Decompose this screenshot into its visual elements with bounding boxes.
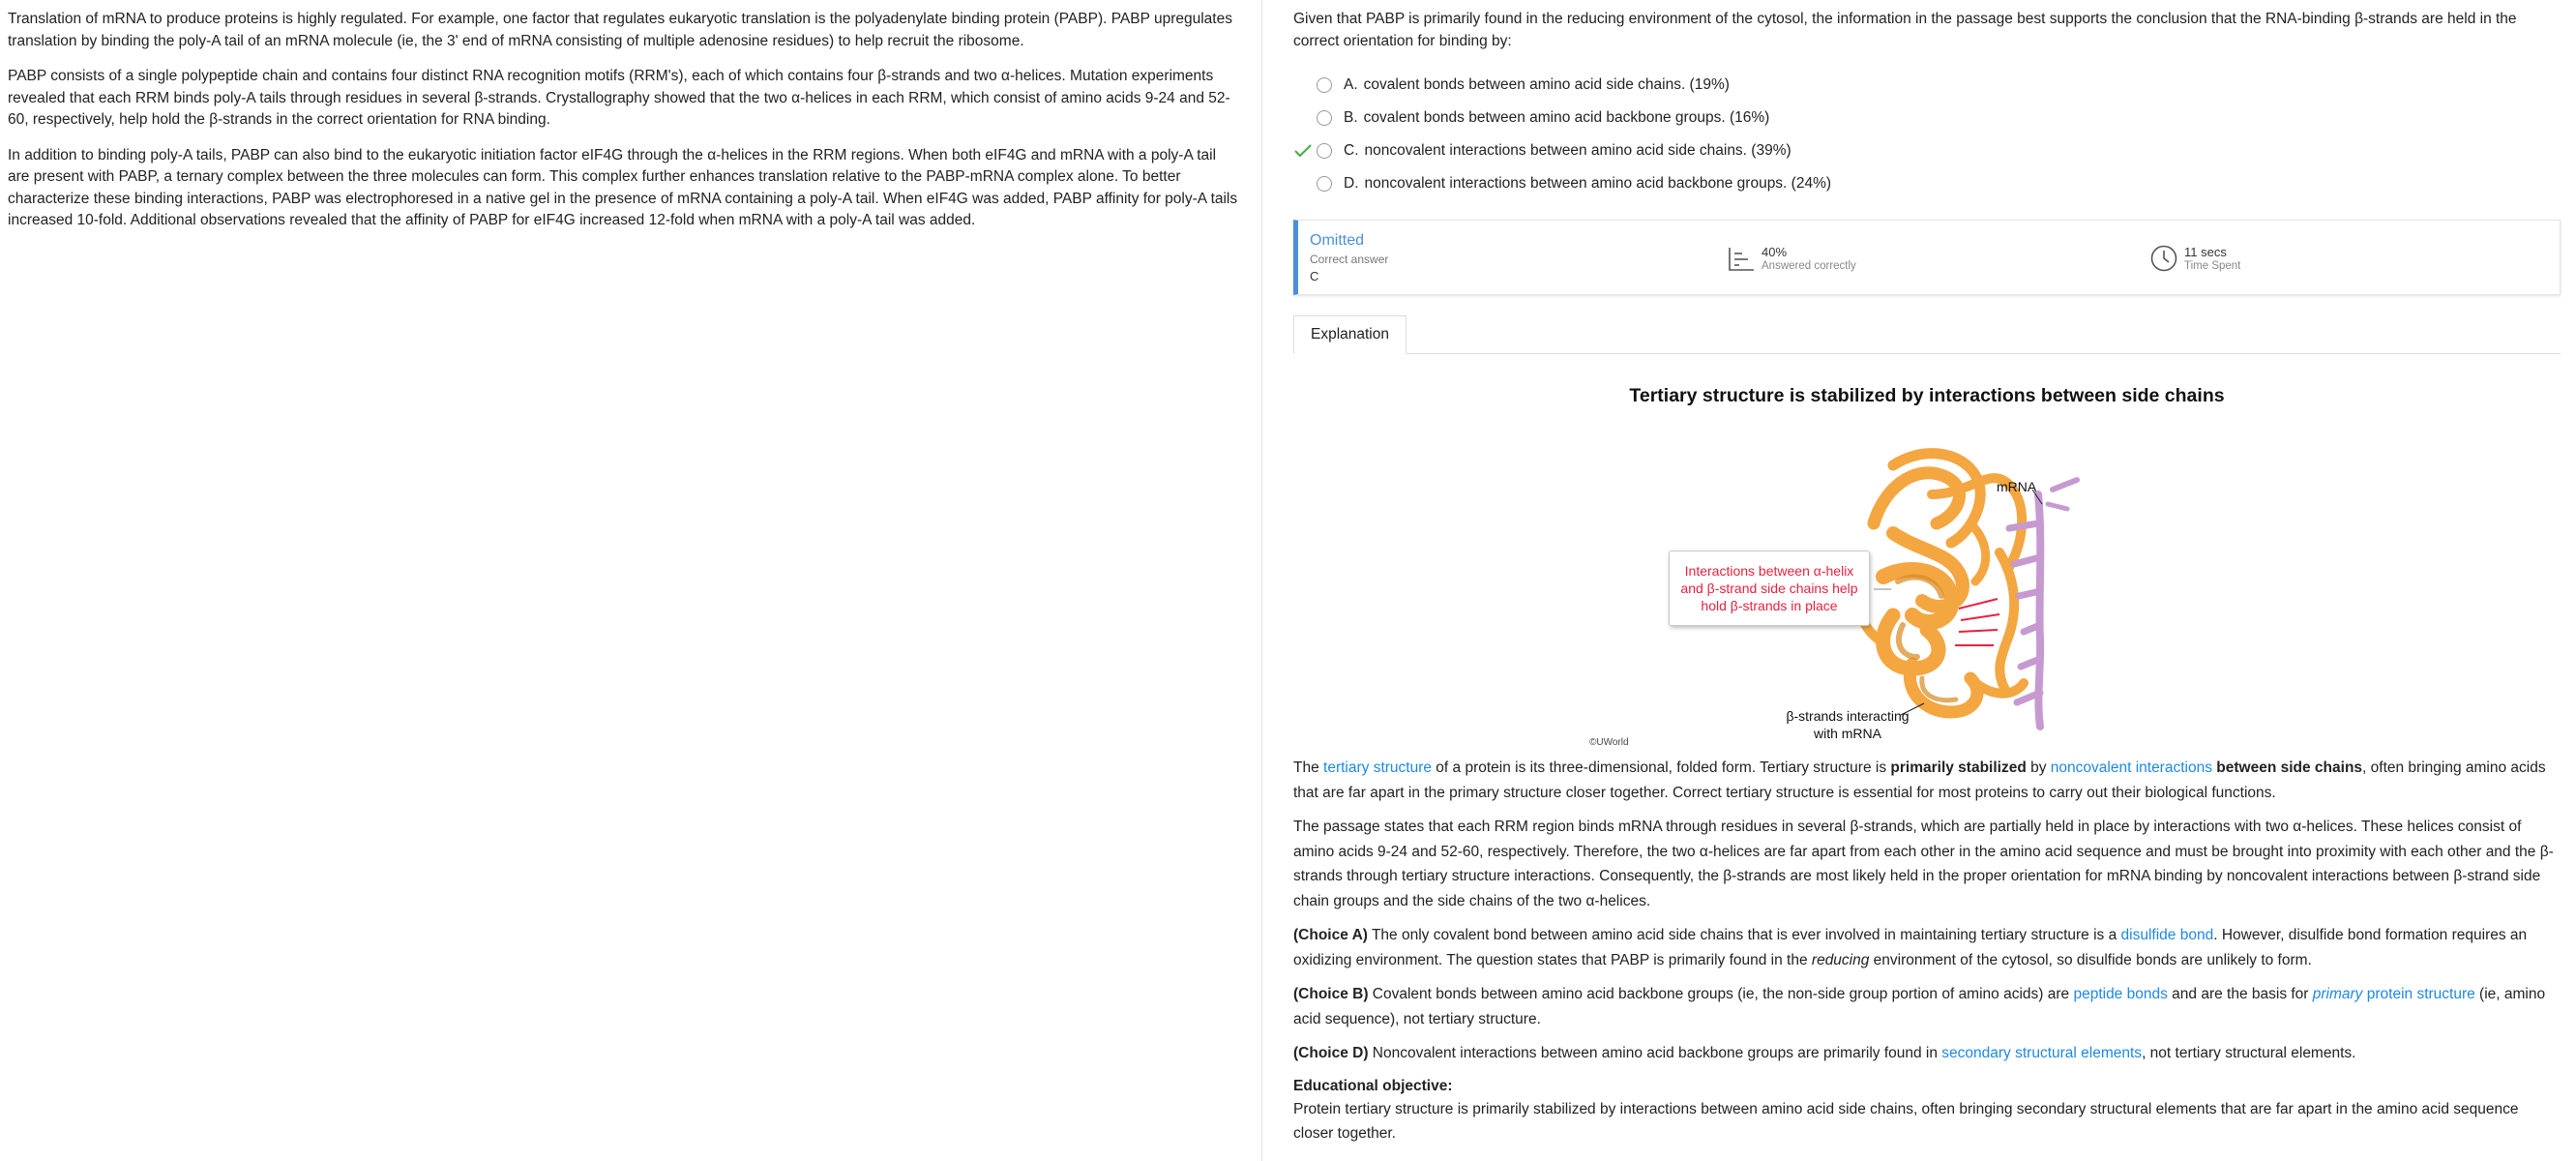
figure-title: Tertiary structure is stabilized by interactions between side chains (1629, 385, 2225, 406)
answer-status (1310, 232, 1388, 283)
passage-pane (0, 0, 1262, 1161)
italic-text: reducing (1811, 951, 1870, 968)
percent-correct-stat (1727, 244, 1856, 273)
question-pane (1293, 0, 2561, 1161)
text-run: Noncovalent interactions between amino acid backbone groups are primarily found in (1368, 1045, 1942, 1061)
choice-text: noncovalent interactions between amino acid side chains. (39%) (1364, 142, 1791, 159)
italic-text: primary (2312, 986, 2363, 1002)
protein-structure-illustration (1293, 407, 2561, 756)
choice-d[interactable] (1293, 167, 2561, 200)
mrna-label: mRNA (1997, 479, 2037, 494)
stats-panel (1293, 220, 2561, 295)
choice-label: (Choice A) (1293, 927, 1368, 943)
question-stem: Given that PABP is primarily found in the reducing environment of the cytosol, the information in the passage best supports the conclusion that the RNA-binding β-strands are held in the correct orientation for binding by: (1293, 11, 2517, 49)
text-run: , often bringing amino acids that are far apart in the primary structure closer together. Correct tertiary structure is essential for most proteins to carry out their biological functions. (1293, 759, 2546, 801)
clock-icon (2149, 244, 2178, 273)
bold-text: primarily stabilized (1890, 759, 2027, 776)
disulfide-bond-link[interactable]: disulfide bond (2120, 927, 2214, 943)
time-spent-stat (2149, 244, 2240, 273)
explanation-paragraph (1293, 756, 2561, 805)
choice-text: noncovalent interactions between amino acid backbone groups. (24%) (1364, 175, 1832, 192)
checkmark-icon (1293, 141, 1313, 161)
answer-choices (1293, 69, 2561, 200)
beta-label-line: with mRNA (1813, 726, 1881, 741)
text-run: environment of the cytosol, so disulfide bonds are unlikely to form. (1869, 951, 2312, 968)
text-run: and are the basis for (2167, 986, 2313, 1002)
choice-letter: A. (1344, 76, 1358, 93)
choice-label: (Choice B) (1293, 986, 1369, 1002)
choice-label: (Choice D) (1293, 1045, 1369, 1061)
time-label: Time Spent (2184, 260, 2241, 272)
radio-button[interactable] (1317, 110, 1332, 126)
tab-bar (1293, 314, 2561, 354)
primary-protein-structure-link[interactable] (2313, 986, 2475, 1002)
choice-b[interactable] (1293, 102, 2561, 134)
time-value: 11 secs (2184, 245, 2227, 259)
choice-d-explanation (1293, 1041, 2561, 1066)
choice-a[interactable] (1293, 69, 2561, 102)
educational-objective: Protein tertiary structure is primarily stabilized by interactions between amino acid side chains, often bringing secondary structural elements that are far apart in the amino acid sequence closer together. (1293, 1100, 2519, 1142)
bold-text: between side chains (2216, 759, 2363, 776)
text-run: , not tertiary structural elements. (2142, 1045, 2356, 1061)
correct-answer-value: C (1310, 269, 1319, 283)
beta-label-line: β-strands interacting (1786, 708, 1910, 724)
choice-letter: C. (1344, 142, 1359, 159)
radio-button[interactable] (1317, 143, 1332, 159)
text-run: (ie, amino acid sequence), not tertiary structure. (1293, 986, 2546, 1027)
text-run: Covalent bonds between amino acid backbone groups (ie, the non-side group portion of amino acids) are (1368, 986, 2074, 1002)
status-label: Omitted (1310, 232, 1365, 249)
choice-c[interactable] (1293, 134, 2561, 167)
radio-button[interactable] (1317, 176, 1332, 192)
percent-value: 40% (1762, 245, 1788, 259)
secondary-structural-elements-link[interactable]: secondary structural elements (1941, 1045, 2143, 1061)
explanation-paragraph: The passage states that each RRM region binds mRNA through residues in several β-strands, which are partially held in place by interactions with two α-helices. These helices consist of amino acids 9-24 and 52-60, respectively. Therefore, the two α-helices are far apart from each other in the amino acid sequence and must be brought into proximity with each other and the β-strands through tertiary structure interactions. Consequently, the β-strands are most likely held in the proper orientation for mRNA binding by noncovalent interactions between β-strand side chain groups and the side chains of the two α-helices. (1293, 819, 2554, 909)
choice-letter: D. (1344, 175, 1359, 192)
text-run: protein structure (2362, 986, 2475, 1002)
interaction-callout: Interactions between α-helix and β-strand side chains help hold β-strands in place (1669, 551, 1870, 626)
text-run: The only covalent bond between amino acid side chains that is ever involved in maintaining tertiary structure is a (1367, 927, 2121, 943)
explanation-body (1293, 756, 2561, 1146)
protein-figure (1293, 407, 2561, 756)
beta-strands-label (1775, 707, 1920, 742)
peptide-bonds-link[interactable]: peptide bonds (2073, 986, 2168, 1002)
bar-chart-icon (1727, 244, 1756, 273)
copyright-notice: ©UWorld (1589, 737, 1629, 748)
educational-objective-label: Educational objective: (1293, 1077, 1453, 1094)
passage-paragraph: Translation of mRNA to produce proteins is highly regulated. For example, one factor that regulates eukaryotic translation is the polyadenylate binding protein (PABP). PABP upregulates translation by binding the poly-A tail of an mRNA molecule (ie, the 3' end of mRNA consisting of multiple adenosine residues) to help recruit the ribosome. (8, 11, 1232, 49)
tab-explanation[interactable]: Explanation (1293, 315, 1406, 354)
radio-button[interactable] (1317, 77, 1332, 93)
text-run: of a protein is its three-dimensional, folded form. Tertiary structure is (1432, 759, 1891, 776)
choice-text: covalent bonds between amino acid backbone groups. (16%) (1363, 109, 1770, 126)
noncovalent-interactions-link[interactable]: noncovalent interactions (2050, 759, 2212, 776)
choice-letter: B. (1344, 109, 1358, 126)
passage-paragraph: In addition to binding poly-A tails, PABP can also bind to the eukaryotic initiation factor eIF4G through the α-helices in the RRM regions. When both eIF4G and mRNA with a poly-A tail are present with PABP, a ternary complex between the three molecules can form. This complex further enhances translation relative to the PABP-mRNA complex alone. To better characterize these binding interactions, PABP was electrophoresed in a native gel in the presence of mRNA containing a poly-A tail. When eIF4G was added, PABP affinity for poly-A tails increased 10-fold. Additional observations revealed that the affinity of PABP for eIF4G increased 12-fold when mRNA with a poly-A tail was added. (8, 146, 1238, 228)
choice-a-explanation (1293, 923, 2561, 972)
choice-text: covalent bonds between amino acid side chains. (19%) (1363, 76, 1730, 93)
text-run: The (1293, 759, 1324, 776)
percent-label: Answered correctly (1762, 260, 1856, 272)
correct-answer-label: Correct answer (1310, 253, 1389, 266)
text-run: . However, disulfide bond formation requires an oxidizing environment. The question states that PABP is primarily found in the (1293, 927, 2528, 968)
choice-b-explanation (1293, 982, 2561, 1031)
text-run: by (2026, 759, 2051, 776)
passage-paragraph: PABP consists of a single polypeptide chain and contains four distinct RNA recognition motifs (RRM's), each of which contains four β-strands and two α-helices. Mutation experiments revealed that each RRM binds poly-A tails through residues in several β-strands. Crystallography showed that the two α-helices in each RRM, which consist of amino acids 9-24 and 52-60, respectively, help hold the β-strands in the correct orientation for RNA binding. (8, 68, 1230, 128)
tertiary-structure-link[interactable]: tertiary structure (1323, 759, 1432, 776)
